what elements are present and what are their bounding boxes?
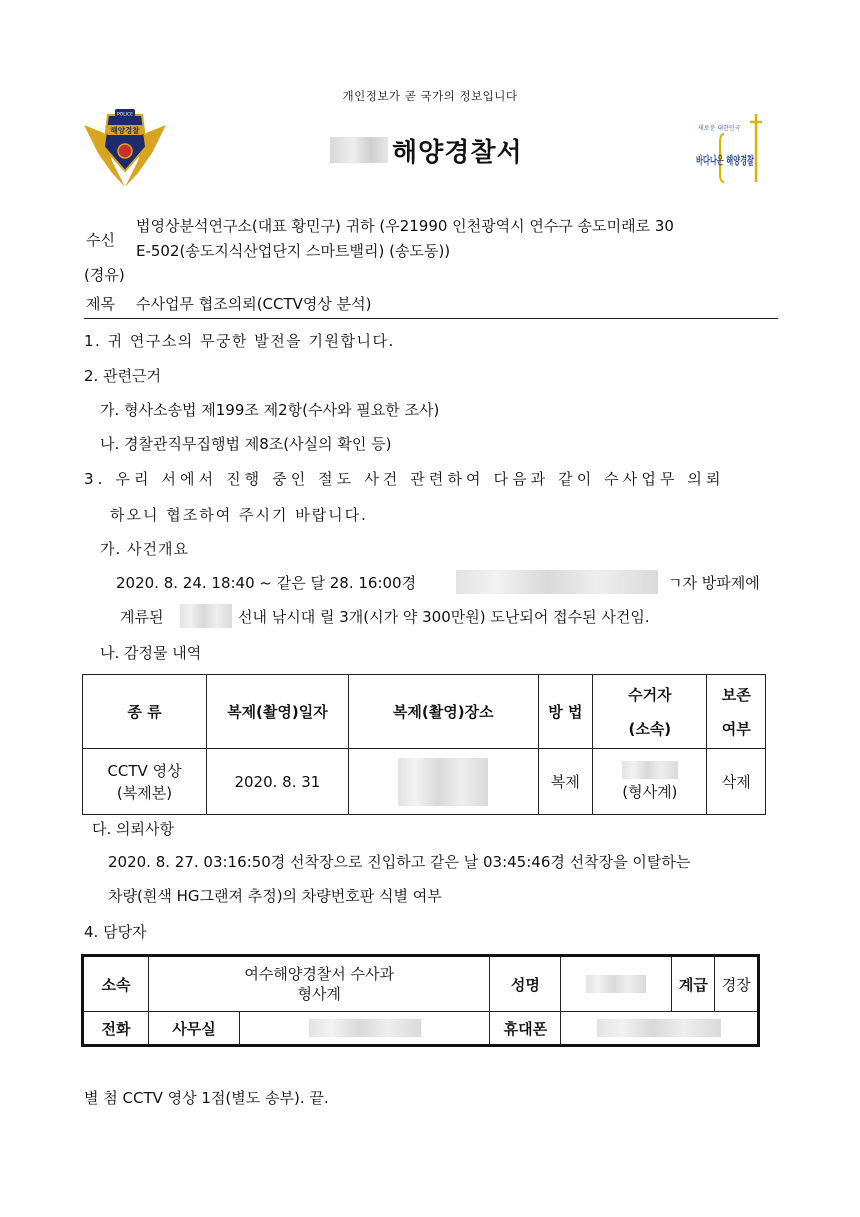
redacted-mobile-phone bbox=[597, 1019, 721, 1037]
redacted-agency-prefix bbox=[330, 137, 388, 163]
paragraph-3-a: 가. 사건개요 bbox=[100, 540, 189, 558]
header-divider bbox=[84, 318, 778, 319]
emblem-title-text: 해양경찰 bbox=[110, 126, 140, 135]
coast-guard-emblem-icon bbox=[82, 103, 168, 189]
table-row bbox=[83, 749, 766, 815]
rank-value: 경장 bbox=[715, 956, 759, 1012]
header-date: 복제(촬영)일자 bbox=[207, 675, 349, 749]
redacted-location bbox=[456, 570, 658, 594]
header-place: 복제(촬영)장소 bbox=[348, 675, 538, 749]
subject-text: 수사업무 협조의뢰(CCTV영상 분석) bbox=[136, 295, 372, 313]
redacted-place bbox=[398, 758, 488, 806]
request-line-1: 2020. 8. 27. 03:16:50경 선착장으로 진입하고 같은 날 03:45:46경 선착장을 이탈하는 bbox=[108, 853, 691, 871]
name-value bbox=[561, 956, 672, 1012]
cell-method: 복제 bbox=[538, 749, 593, 815]
attachment-note: 별 첨 CCTV 영상 1점(별도 송부). 끝. bbox=[84, 1089, 329, 1107]
cell-type-2: (복제본) bbox=[116, 783, 173, 802]
affiliation-value bbox=[149, 956, 490, 1012]
incident-line-1-end: ㄱ자 방파제에 bbox=[668, 574, 760, 592]
paragraph-3-line-1: 3. 우리 서에서 진행 중인 절도 사건 관련하여 다음과 같이 수사업무 의뢰 bbox=[84, 470, 725, 488]
header-keep bbox=[707, 675, 766, 749]
agency-name: 해양경찰서 bbox=[392, 137, 523, 168]
contact-table bbox=[81, 954, 760, 1047]
campaign-logo-icon bbox=[694, 112, 785, 184]
incident-line-2-start: 계류된 bbox=[120, 608, 164, 626]
office-phone bbox=[240, 1012, 490, 1046]
incident-line-1-start: 2020. 8. 24. 18:40 ~ 같은 달 28. 16:00경 bbox=[116, 574, 417, 592]
header-keep-2: 여부 bbox=[721, 719, 751, 738]
header-type: 종 류 bbox=[83, 675, 207, 749]
cell-type bbox=[83, 749, 207, 815]
office-label: 사무실 bbox=[149, 1012, 240, 1046]
paragraph-3-line-2: 하오니 협조하여 주시기 바랍니다. bbox=[110, 506, 368, 524]
cell-collector bbox=[593, 749, 707, 815]
affiliation-line-2: 형사계 bbox=[297, 985, 341, 1003]
recipient-line-2: E-502(송도지식산업단지 스마트밸리) (송도동)) bbox=[136, 242, 451, 260]
cell-place bbox=[348, 749, 538, 815]
campaign-main-text: 바다나은 해양경찰 bbox=[696, 154, 785, 167]
campaign-top-text: 새로운 대한민국 bbox=[698, 125, 741, 132]
header-collector-title: 수거자 bbox=[628, 685, 672, 704]
redacted-collector bbox=[622, 761, 678, 779]
name-label: 성명 bbox=[490, 956, 561, 1012]
header-collector-unit: (소속) bbox=[628, 719, 672, 738]
agency-header bbox=[330, 130, 523, 170]
affiliation-label: 소속 bbox=[83, 956, 149, 1012]
paragraph-3-b: 나. 감정물 내역 bbox=[100, 644, 202, 662]
recipient-line-1: 법영상분석연구소(대표 황민구) 귀하 (우21990 인천광역시 연수구 송도미래로 30 bbox=[136, 217, 674, 235]
redacted-vessel-name bbox=[180, 604, 232, 628]
cell-date: 2020. 8. 31 bbox=[207, 749, 349, 815]
cell-keep: 삭제 bbox=[707, 749, 766, 815]
rank-label: 계급 bbox=[672, 956, 715, 1012]
slogan: 개인정보가 곧 국가의 정보입니다 bbox=[342, 89, 518, 103]
paragraph-2-a: 가. 형사소송법 제199조 제2항(수사와 필요한 조사) bbox=[100, 401, 440, 419]
request-line-2: 차량(흰색 HG그랜져 추정)의 차량번호판 식별 여부 bbox=[108, 887, 442, 905]
paragraph-1: 1. 귀 연구소의 무궁한 발전을 기원합니다. bbox=[84, 332, 395, 350]
redacted-name bbox=[586, 975, 646, 993]
paragraph-2-b: 나. 경찰관직무집행법 제8조(사실의 확인 등) bbox=[100, 435, 392, 453]
affiliation-line-1: 여수해양경찰서 수사과 bbox=[244, 965, 395, 983]
header-collector bbox=[593, 675, 707, 749]
phone-label: 전화 bbox=[83, 1012, 149, 1046]
cell-type-1: CCTV 영상 bbox=[107, 761, 182, 780]
paragraph-2: 2. 관련근거 bbox=[84, 367, 162, 385]
evidence-table bbox=[82, 674, 766, 815]
header-method: 방 법 bbox=[538, 675, 593, 749]
paragraph-3-c: 다. 의뢰사항 bbox=[92, 820, 174, 838]
mobile-label: 휴대폰 bbox=[490, 1012, 561, 1046]
paragraph-4: 4. 담당자 bbox=[84, 923, 147, 941]
incident-line-2-end: 선내 낚시대 릴 3개(시가 약 300만원) 도난되어 접수된 사건임. bbox=[238, 608, 650, 626]
header-keep-1: 보존 bbox=[721, 685, 751, 704]
subject-label: 제목 bbox=[86, 295, 115, 313]
redacted-office-phone bbox=[309, 1019, 421, 1037]
mobile-phone bbox=[561, 1012, 759, 1046]
via-label: (경유) bbox=[84, 266, 125, 284]
emblem-police-text: POLICE bbox=[116, 112, 134, 118]
cell-collector-unit: (형사계) bbox=[622, 783, 678, 801]
recipient-label: 수신 bbox=[86, 231, 115, 249]
